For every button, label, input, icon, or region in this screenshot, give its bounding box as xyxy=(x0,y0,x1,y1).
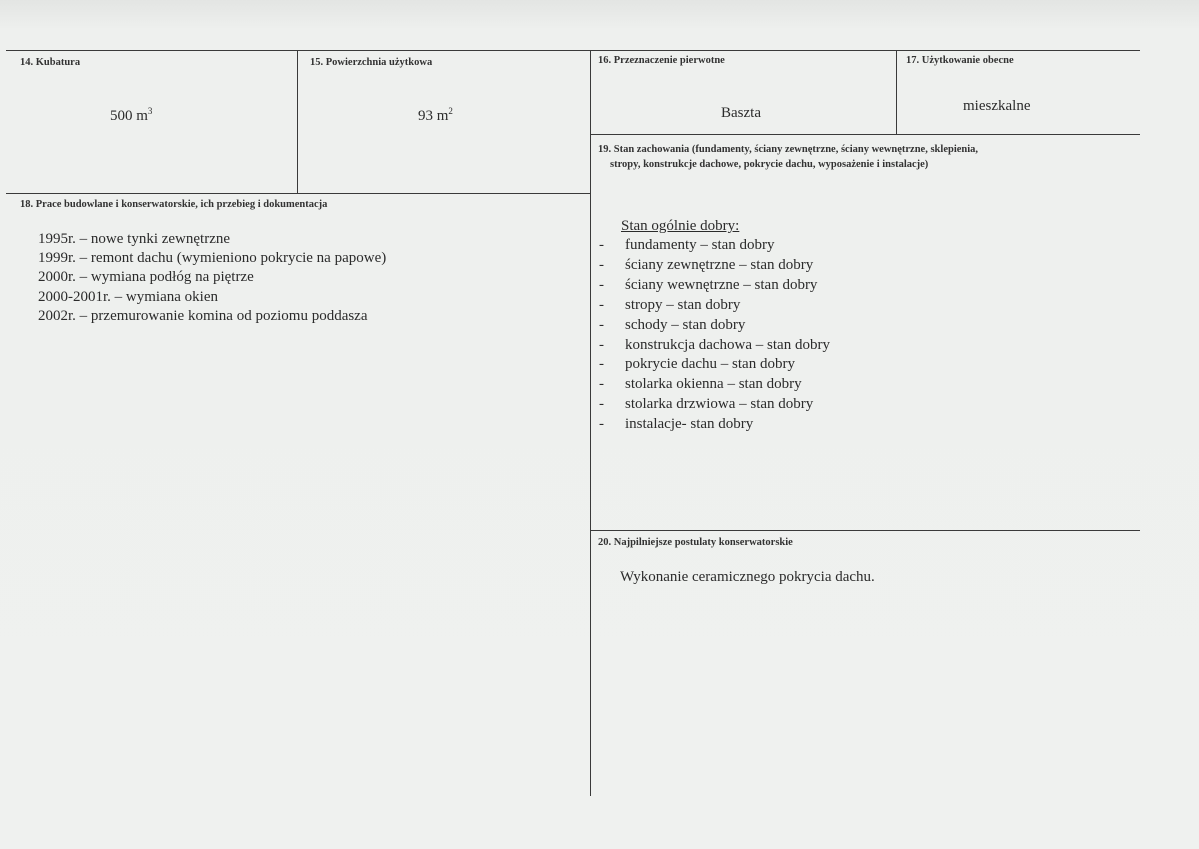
divider-main xyxy=(590,50,591,796)
list-bullet: - xyxy=(599,277,604,293)
list-bullet: - xyxy=(599,317,604,333)
condition-item: ściany zewnętrzne – stan dobry xyxy=(625,257,814,273)
work-entry: 1999r. – remont dachu (wymieniono pokrycie na papowe) xyxy=(38,250,387,266)
field-14-value xyxy=(110,108,152,125)
work-entry: 1995r. – nowe tynki zewnętrzne xyxy=(38,231,231,247)
work-entry: 2000-2001r. – wymiana okien xyxy=(38,289,218,305)
field-15-value xyxy=(418,108,453,125)
list-bullet: - xyxy=(599,376,604,392)
condition-item: ściany wewnętrzne – stan dobry xyxy=(625,277,818,293)
field-14-number: 500 m xyxy=(110,108,148,124)
condition-item: stolarka okienna – stan dobry xyxy=(625,376,802,392)
list-bullet: - xyxy=(599,257,604,273)
condition-item: konstrukcja dachowa – stan dobry xyxy=(625,337,830,353)
condition-item: instalacje- stan dobry xyxy=(625,416,754,432)
condition-item: fundamenty – stan dobry xyxy=(625,237,775,253)
field-14-exponent: 3 xyxy=(147,106,153,116)
field-19-label-line2: stropy, konstrukcje dachowe, pokrycie dachu, wyposażenie i instalacje) xyxy=(610,159,929,170)
rule-above-20 xyxy=(590,530,1140,531)
condition-heading: Stan ogólnie dobry: xyxy=(621,218,740,234)
condition-item: schody – stan dobry xyxy=(625,317,746,333)
list-bullet: - xyxy=(599,356,604,372)
field-14-label: 14. Kubatura xyxy=(20,57,81,68)
list-bullet: - xyxy=(599,416,604,432)
divider-14-15 xyxy=(297,50,298,193)
rule-under-14-15 xyxy=(6,193,590,194)
field-20-value: Wykonanie ceramicznego pokrycia dachu. xyxy=(620,569,875,585)
condition-item: pokrycie dachu – stan dobry xyxy=(625,356,795,372)
field-19-label-line1: 19. Stan zachowania (fundamenty, ściany zewnętrzne, ściany wewnętrzne, sklepienia, xyxy=(598,144,979,155)
field-17-value: mieszkalne xyxy=(963,98,1031,114)
field-19-label xyxy=(598,142,1118,172)
field-15-number: 93 m xyxy=(418,108,449,124)
list-bullet: - xyxy=(599,297,604,313)
list-bullet: - xyxy=(599,337,604,353)
field-17-label: 17. Użytkowanie obecne xyxy=(906,55,1014,66)
field-20-label: 20. Najpilniejsze postulaty konserwatorskie xyxy=(598,537,793,548)
field-15-label: 15. Powierzchnia użytkowa xyxy=(310,57,433,68)
field-16-value: Baszta xyxy=(721,105,761,121)
top-rule xyxy=(6,50,1140,51)
field-16-label: 16. Przeznaczenie pierwotne xyxy=(598,55,725,66)
list-bullet: - xyxy=(599,237,604,253)
list-bullet: - xyxy=(599,396,604,412)
field-15-exponent: 2 xyxy=(448,106,453,116)
condition-item: stolarka drzwiowa – stan dobry xyxy=(625,396,814,412)
field-18-label: 18. Prace budowlane i konserwatorskie, ich przebieg i dokumentacja xyxy=(20,199,328,210)
work-entry: 2000r. – wymiana podłóg na piętrze xyxy=(38,269,254,285)
divider-16-17 xyxy=(896,50,897,134)
rule-under-16-17 xyxy=(590,134,1140,135)
work-entry: 2002r. – przemurowanie komina od poziomu poddasza xyxy=(38,308,368,324)
condition-item: stropy – stan dobry xyxy=(625,297,741,313)
